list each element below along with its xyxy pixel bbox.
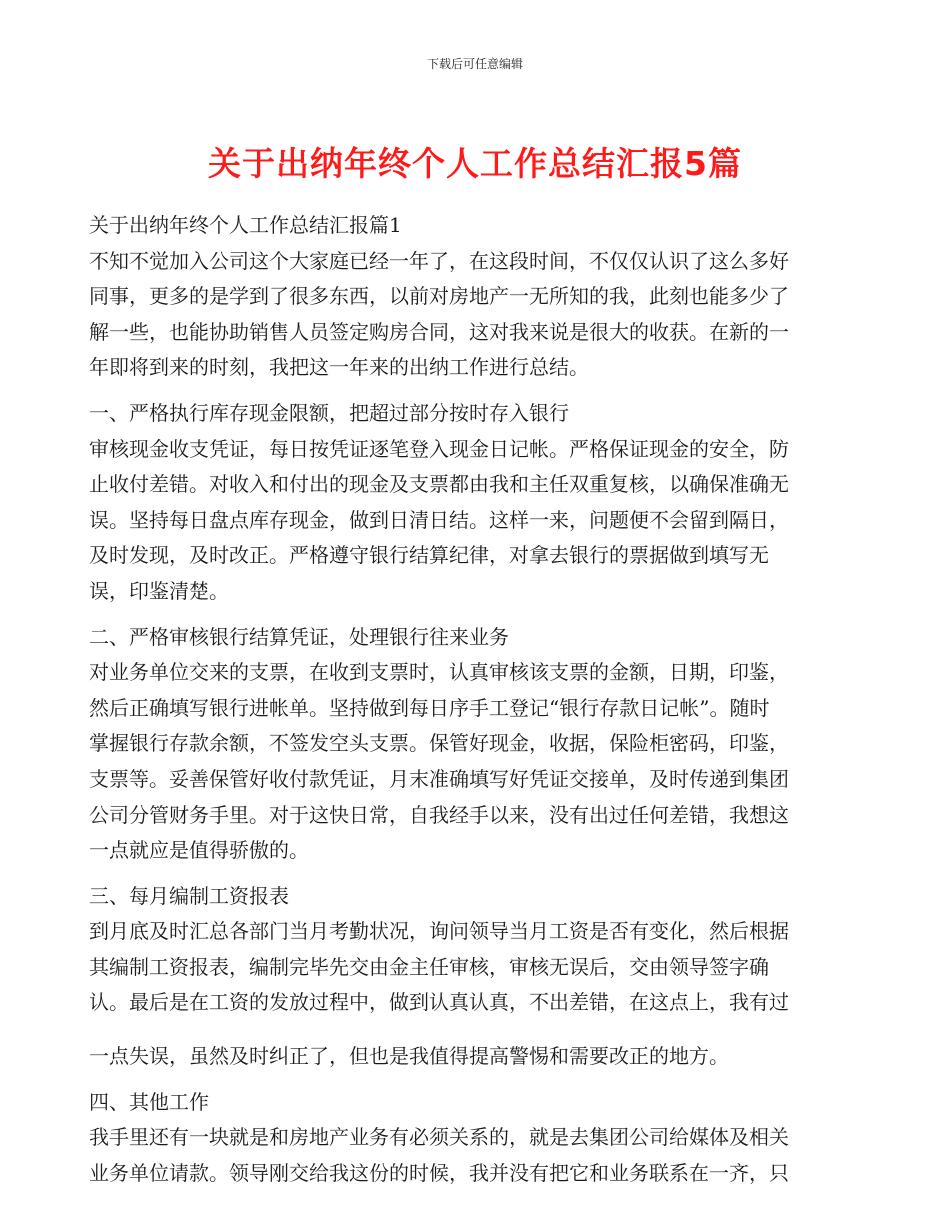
paragraph-gap bbox=[89, 1021, 854, 1039]
document-body bbox=[89, 208, 854, 1191]
paragraph-line: 不知不觉加入公司这个大家庭已经一年了，在这段时间，不仅仅认识了这么多好 bbox=[89, 248, 789, 273]
paragraph-line: 一点失误，虽然及时纠正了，但也是我值得提高警惕和需要改正的地方。 bbox=[89, 1044, 729, 1069]
header-note: 下载后可任意编辑 bbox=[426, 57, 523, 71]
paragraph-line: 一点就应是值得骄傲的。 bbox=[89, 838, 309, 863]
paragraph-line: 止收付差错。对收入和付出的现金及支票都由我和主任双重复核，以确保准确无 bbox=[89, 472, 789, 497]
section-heading-article-1: 关于出纳年终个人工作总结汇报篇1 bbox=[89, 213, 402, 237]
paragraph-line: 误。坚持每日盘点库存现金，做到日清日结。这样一来，问题便不会留到隔日， bbox=[89, 507, 789, 532]
paragraph-gap bbox=[89, 1075, 854, 1085]
paragraph-line: 误，印鉴清楚。 bbox=[89, 578, 229, 603]
paragraph-line: 我手里还有一块就是和房地产业务有必须关系的，就是去集团公司给媒体及相关 bbox=[89, 1125, 789, 1150]
paragraph-gap bbox=[89, 610, 854, 620]
paragraph-gap bbox=[89, 869, 854, 879]
paragraph-line: 掌握银行存款余额，不签发空头支票。保管好现金，收据，保险柜密码，印鉴， bbox=[89, 731, 789, 756]
paragraph-line: 公司分管财务手里。对于这快日常，自我经手以来，没有出过任何差错，我想这 bbox=[89, 802, 789, 827]
paragraph-line: 支票等。妥善保管好收付款凭证，月末准确填写好凭证交接单，及时传递到集团 bbox=[89, 766, 789, 791]
section-heading-2: 二、严格审核银行结算凭证，处理银行往来业务 bbox=[89, 624, 509, 649]
paragraph-line: 认。最后是在工资的发放过程中，做到认真认真，不出差错，在这点上，我有过 bbox=[89, 990, 789, 1015]
section-heading-3: 三、每月编制工资报表 bbox=[89, 883, 289, 908]
document-title: 关于出纳年终个人工作总结汇报5篇 bbox=[208, 144, 742, 183]
paragraph-line: 业务单位请款。领导刚交给我这份的时候，我并没有把它和业务联系在一齐，只 bbox=[89, 1160, 789, 1185]
paragraph-line: 及时发现，及时改正。严格遵守银行结算纪律，对拿去银行的票据做到填写无 bbox=[89, 543, 769, 568]
paragraph-line: 同事，更多的是学到了很多东西，以前对房地产一无所知的我，此刻也能多少了 bbox=[89, 284, 789, 309]
paragraph-line: 解一些，也能协助销售人员签定购房合同，这对我来说是很大的收获。在新的一 bbox=[89, 319, 789, 344]
section-heading-4: 四、其他工作 bbox=[89, 1089, 209, 1114]
paragraph-line: 对业务单位交来的支票，在收到支票时，认真审核该支票的金额，日期，印鉴， bbox=[89, 660, 789, 685]
paragraph-line: 到月底及时汇总各部门当月考勤状况，询问领导当月工资是否有变化，然后根据 bbox=[89, 919, 789, 944]
paragraph-line: 年即将到来的时刻，我把这一年来的出纳工作进行总结。 bbox=[89, 355, 589, 380]
section-heading-1: 一、严格执行库存现金限额，把超过部分按时存入银行 bbox=[89, 400, 569, 425]
paragraph-line: 其编制工资报表，编制完毕先交由金主任审核，审核无误后，交由领导签字确 bbox=[89, 954, 769, 979]
paragraph-line: 然后正确填写银行进帐单。坚持做到每日序手工登记“银行存款日记帐”。随时 bbox=[89, 695, 770, 720]
paragraph-gap bbox=[89, 386, 854, 396]
paragraph-line: 审核现金收支凭证，每日按凭证逐笔登入现金日记帐。严格保证现金的安全，防 bbox=[89, 436, 789, 461]
